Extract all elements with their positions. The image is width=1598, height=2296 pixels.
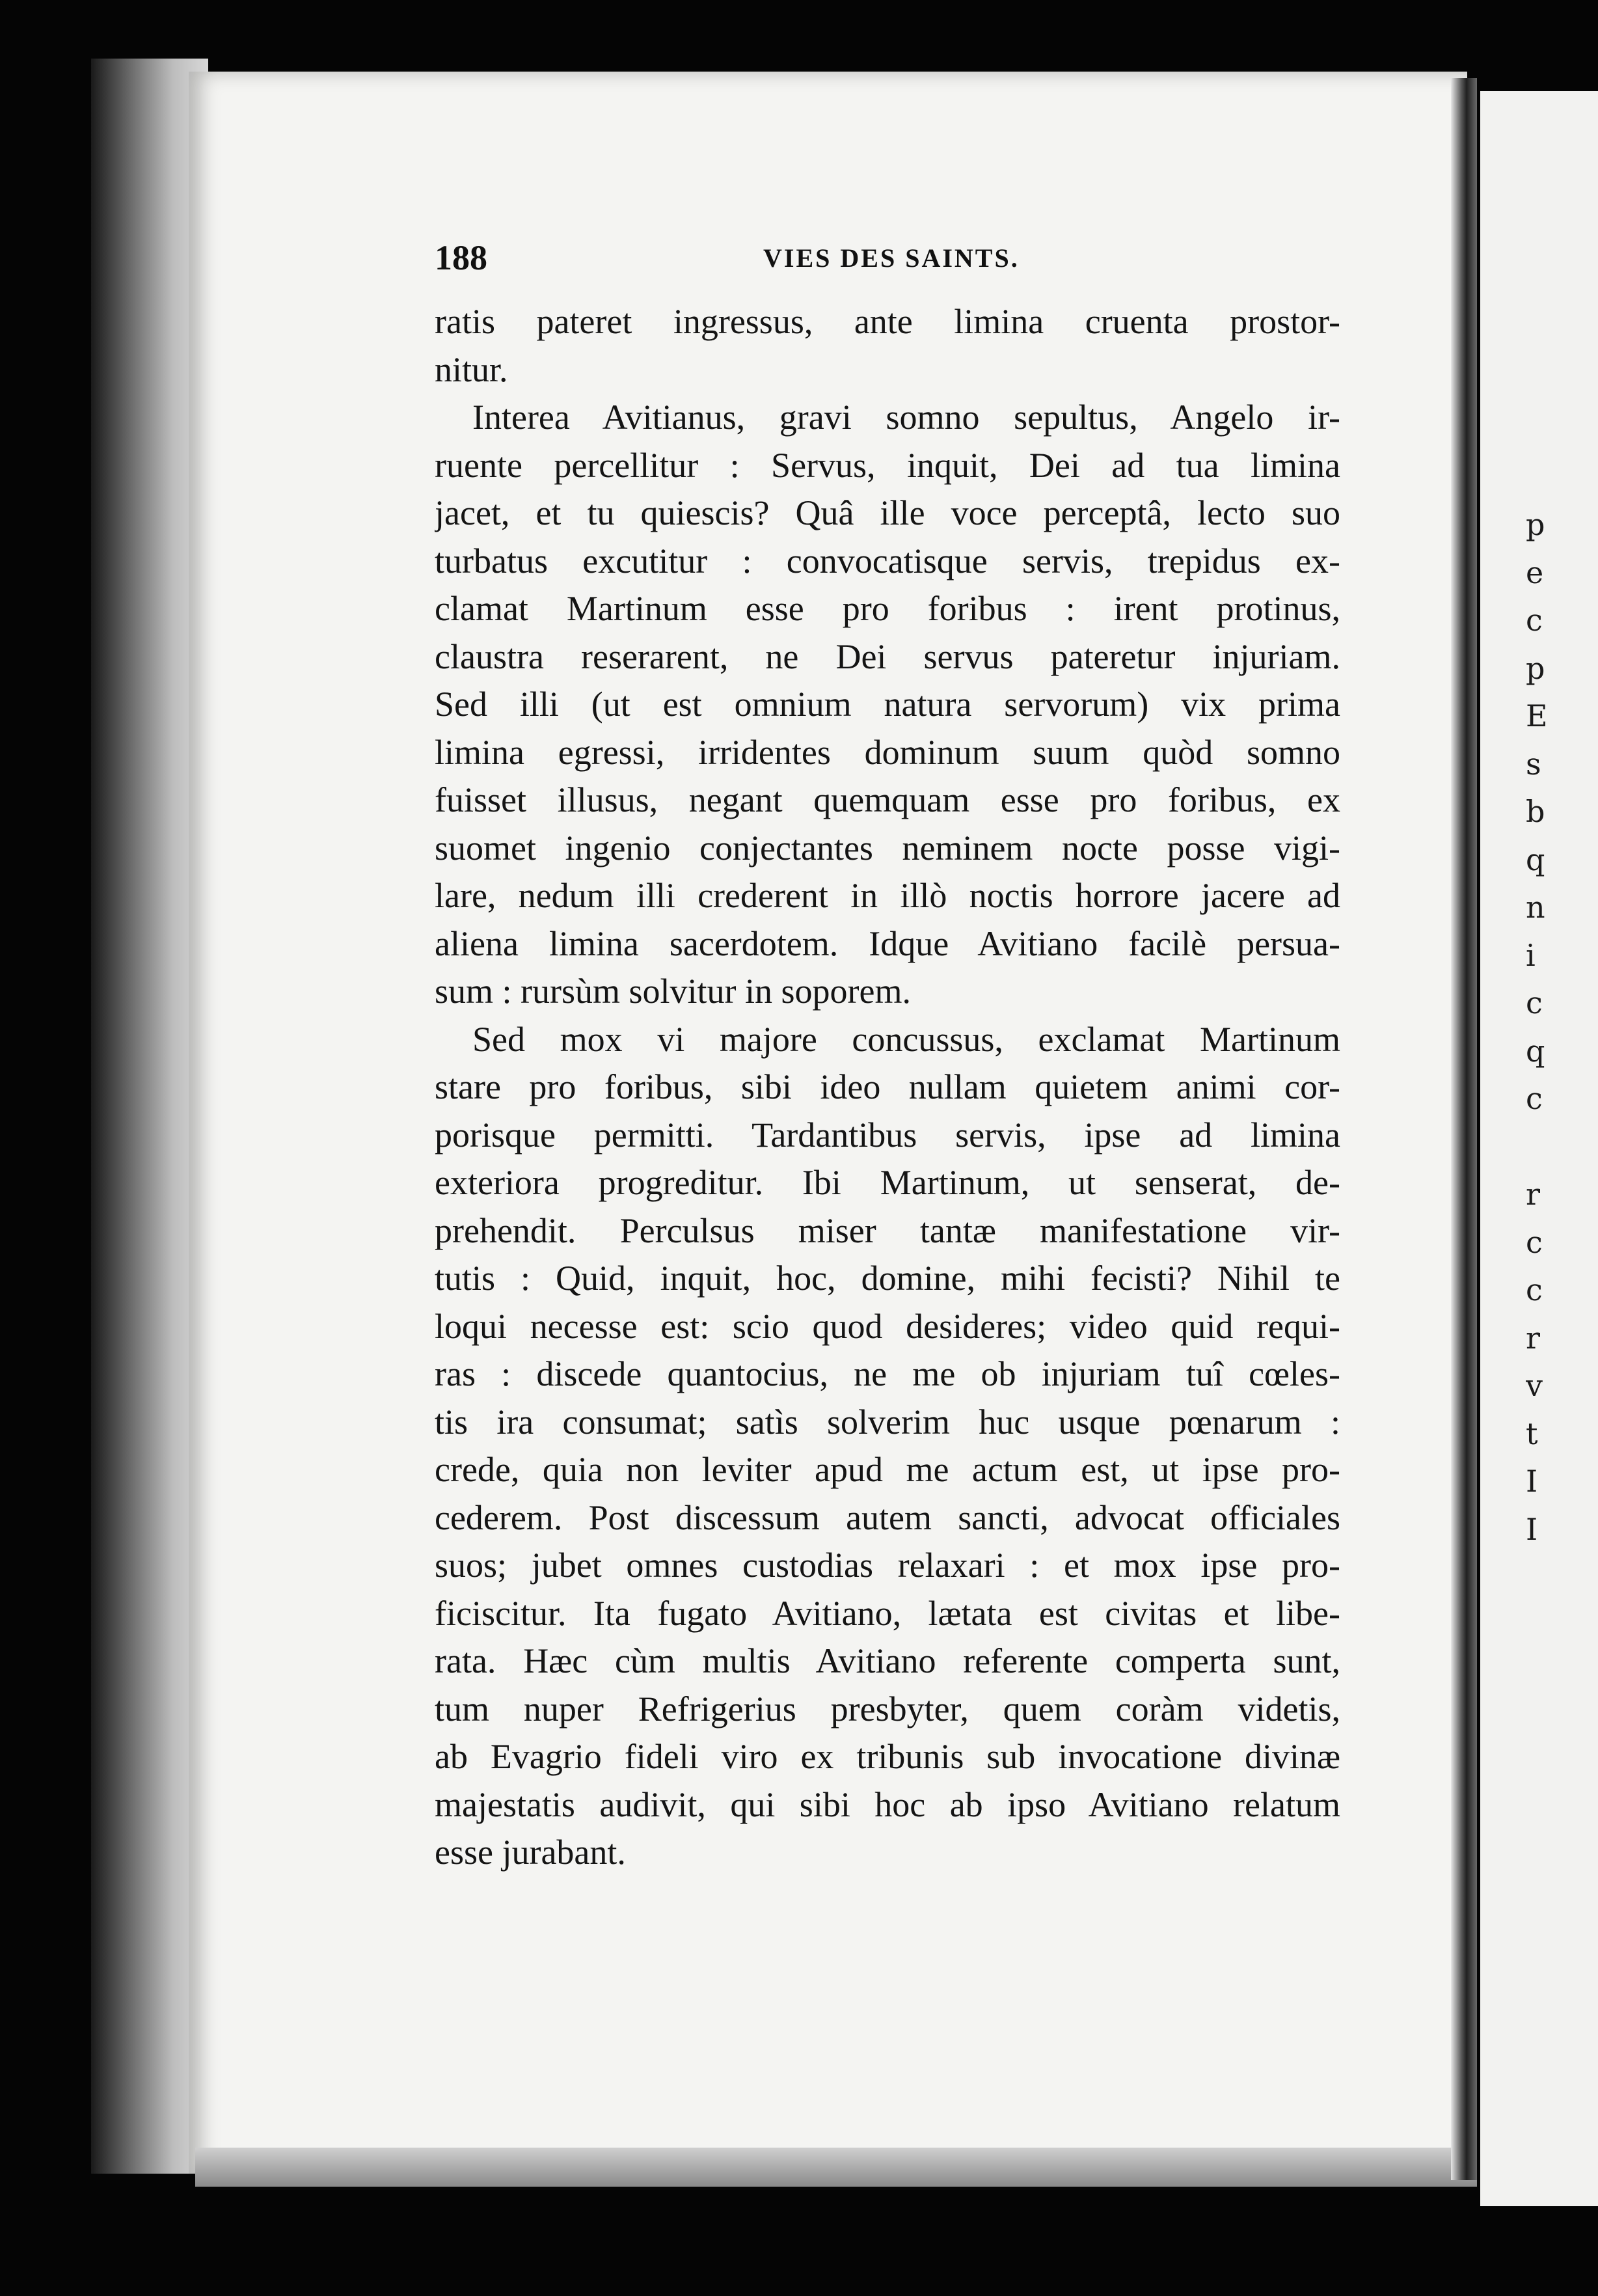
text-line: stare pro foribus, sibi ideo nullam quietem animi cor- [435,1067,1340,1106]
text-line: Interea Avitianus, gravi somno sepultus, Angelo ir- [472,398,1340,437]
facing-letter: s [1526,746,1541,782]
text-line: tum nuper Refrigerius presbyter, quem coràm videtis, [435,1689,1340,1729]
facing-letter: q [1526,841,1545,877]
text-line: lare, nedum illi crederent in illò noctis horrore jacere ad [435,876,1340,915]
facing-letter: c [1526,1224,1543,1260]
text-line: ruente percellitur : Servus, inquit, Dei ad tua limina [435,445,1340,485]
text-line: cederem. Post discessum autem sancti, advocat officiales [435,1497,1340,1537]
text-line: exteriora progreditur. Ibi Martinum, ut senserat, de- [435,1163,1340,1202]
text-line: Sed illi (ut est omnium natura servorum) vix prima [435,685,1340,724]
page-number: 188 [435,238,487,277]
facing-letter: i [1526,937,1536,973]
text-line: suos; jubet omnes custodias relaxari : et mox ipse pro- [435,1546,1340,1585]
text-line: esse jurabant. [435,1833,626,1872]
text-line: prehendit. Perculsus miser tantæ manifestatione vir- [435,1210,1340,1250]
facing-letter: p [1526,650,1545,686]
text-line: limina egressi, irridentes dominum suum quòd somno [435,732,1340,772]
text-line: suomet ingenio conjectantes neminem nocte posse vigi- [435,828,1340,868]
text-line: tis ira consumat; satìs solverim huc usque pœnarum : [435,1402,1340,1442]
page-bottom-edge [195,2148,1477,2187]
facing-letter: e [1526,554,1544,590]
body-text [435,298,1340,1877]
text-line: tutis : Quid, inquit, hoc, domine, mihi fecisti? Nihil te [435,1259,1340,1298]
book-gutter [1451,78,1477,2180]
text-line: jacet, et tu quiescis? Quâ ille voce perceptâ, lecto suo [435,493,1340,532]
facing-letter [1526,1123,1598,1171]
text-line: ratis pateret ingressus, ante limina cruenta prostor- [435,302,1340,341]
text-line: turbatus excutitur : convocatisque servis, trepidus ex- [435,541,1340,581]
facing-letter: I [1526,1511,1538,1547]
facing-letter: c [1526,603,1543,638]
facing-letter: q [1526,1033,1545,1069]
facing-letter: I [1526,1464,1538,1499]
running-title: VIES DES SAINTS. [763,243,1020,273]
text-line: claustra reserarent, ne Dei servus pateretur injuriam. [435,636,1340,676]
facing-letter: b [1526,794,1545,829]
facing-letter: r [1526,1320,1540,1356]
text-line: ficiscitur. Ita fugato Avitiano, lætata est civitas et libe- [435,1593,1340,1633]
text-line: loqui necesse est: scio quod desideres; video quid requi- [435,1306,1340,1346]
facing-letter: r [1526,1177,1540,1212]
facing-letter: n [1526,890,1545,925]
text-line: Sed mox vi majore concussus, exclamat Martinum [472,1019,1340,1059]
text-line: rata. Hæc cùm multis Avitiano referente comperta sunt, [435,1641,1340,1680]
facing-letter: c [1526,1081,1543,1116]
text-line: fuisset illusus, negant quemquam esse pro foribus, ex [435,780,1340,819]
text-line: ab Evagrio fideli viro ex tribunis sub invocatione divinæ [435,1737,1340,1776]
page-header [435,238,1339,283]
facing-letter: c [1526,985,1543,1020]
text-line: majestatis audivit, qui sibi hoc ab ipso Avitiano relatum [435,1784,1340,1824]
text-line: sum : rursùm solvitur in soporem. [435,972,911,1011]
facing-letter: v [1526,1368,1543,1403]
text-line: nitur. [435,349,508,389]
facing-page-text-fragment [1526,501,1598,1553]
text-line: clamat Martinum esse pro foribus : irent protinus, [435,589,1340,628]
text-line: porisque permitti. Tardantibus servis, ipse ad limina [435,1115,1340,1155]
text-line: crede, quia non leviter apud me actum est, ut ipse pro- [435,1450,1340,1489]
facing-letter: p [1526,507,1545,542]
text-line: aliena limina sacerdotem. Idque Avitiano facilè persua- [435,923,1340,963]
text-line: ras : discede quantocius, ne me ob injuriam tuî cœles- [435,1354,1340,1393]
facing-letter: t [1526,1415,1538,1451]
facing-letter: E [1526,698,1548,733]
facing-letter: c [1526,1272,1543,1307]
